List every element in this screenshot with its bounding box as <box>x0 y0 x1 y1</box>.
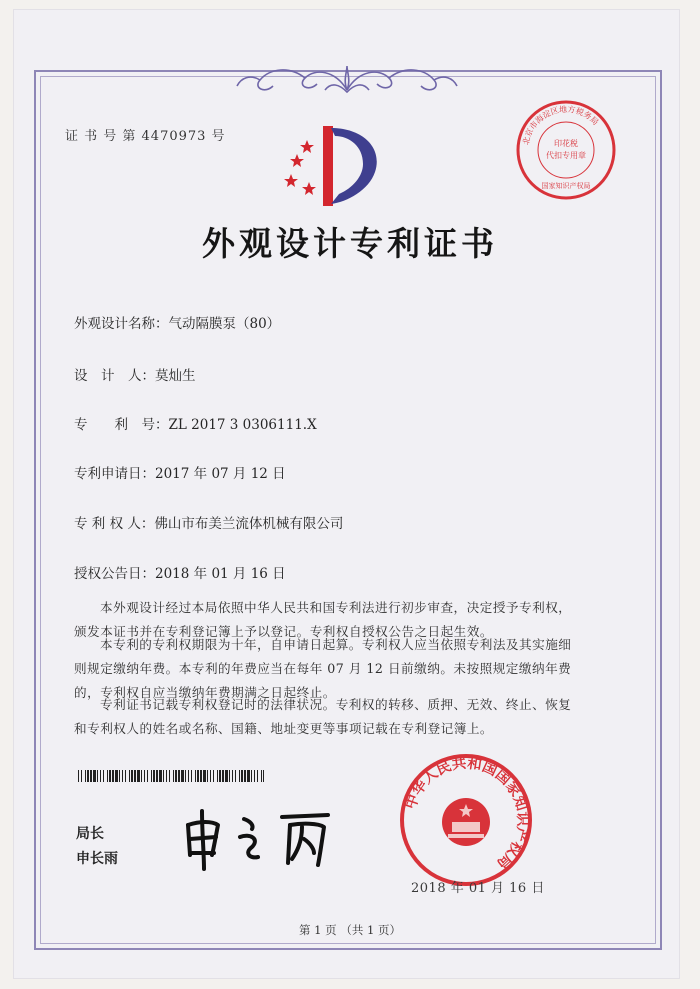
field-patentee <box>74 512 343 532</box>
field-label: 专利申请日： <box>74 466 155 482</box>
field-design-name <box>74 312 280 332</box>
field-label: 专 利 权 人： <box>74 516 155 532</box>
field-designer <box>74 364 196 384</box>
field-grant-date <box>74 562 286 582</box>
paragraph-legal-status: 专利证书记载专利权登记时的法律状况。专利权的转移、质押、无效、终止、恢复和专利权人的姓名或名称、国籍、地址变更等事项记载在专利登记簿上。 <box>74 697 572 736</box>
field-label: 授权公告日： <box>74 566 155 582</box>
field-label: 外观设计名称： <box>74 316 169 332</box>
seal-ring-text: 中华人民共和国国家知识产权局 <box>403 755 531 872</box>
field-value: 2017 年 07 月 12 日 <box>155 466 286 482</box>
signatory-name: 申长雨 <box>76 851 118 867</box>
state-ip-office-seal <box>398 752 534 888</box>
document-title: 外观设计专利证书 <box>202 224 498 263</box>
barcode <box>78 770 264 782</box>
field-patent-number <box>74 413 317 433</box>
field-value: 莫灿生 <box>155 368 196 384</box>
field-value: 气动隔膜泵（80） <box>168 316 281 332</box>
tax-seal-line1: 印花税 <box>554 139 578 148</box>
certificate-number: 证 书 号 第 4470973 号 <box>65 129 226 144</box>
field-value: 佛山市布美兰流体机械有限公司 <box>154 516 344 532</box>
national-emblem-icon <box>442 798 490 846</box>
tax-seal-line2: 代扣专用章 <box>546 151 586 160</box>
tax-seal-bottom: 国家知识产权局 <box>541 182 591 190</box>
field-label: 设 计 人： <box>74 368 155 384</box>
tax-seal-ring-text: 北京市海淀区地方税务局 <box>521 104 601 146</box>
signatory-title: 局长 <box>76 826 104 842</box>
seal-date: 2018 年 01 月 16 日 <box>411 881 545 896</box>
paragraph-grant: 本外观设计经过本局依照中华人民共和国专利法进行初步审查，决定授予专利权，颁发本证书并在专利登记簿上予以登记。专利权自授权公告之日起生效。 <box>74 600 572 639</box>
field-label: 专 利 号： <box>74 417 169 433</box>
handwritten-signature <box>178 803 338 873</box>
field-value: 2018 年 01 月 16 日 <box>155 566 286 582</box>
field-value: ZL 2017 3 0306111.X <box>168 417 317 433</box>
paragraph-term: 本专利的专利权期限为十年，自申请日起算。专利权人应当依照专利法及其实施细则规定缴纳年费。本专利的年费应当在每年 07 月 12 日前缴纳。未按照规定缴纳年费的，专利权自应当缴纳年费期满之日起终止。 <box>74 637 572 700</box>
tax-seal <box>514 98 618 202</box>
patent-office-logo <box>283 118 393 210</box>
page-number: 第 1 页 （共 1 页） <box>299 923 401 937</box>
top-ornament <box>235 60 460 98</box>
field-application-date <box>74 462 286 482</box>
